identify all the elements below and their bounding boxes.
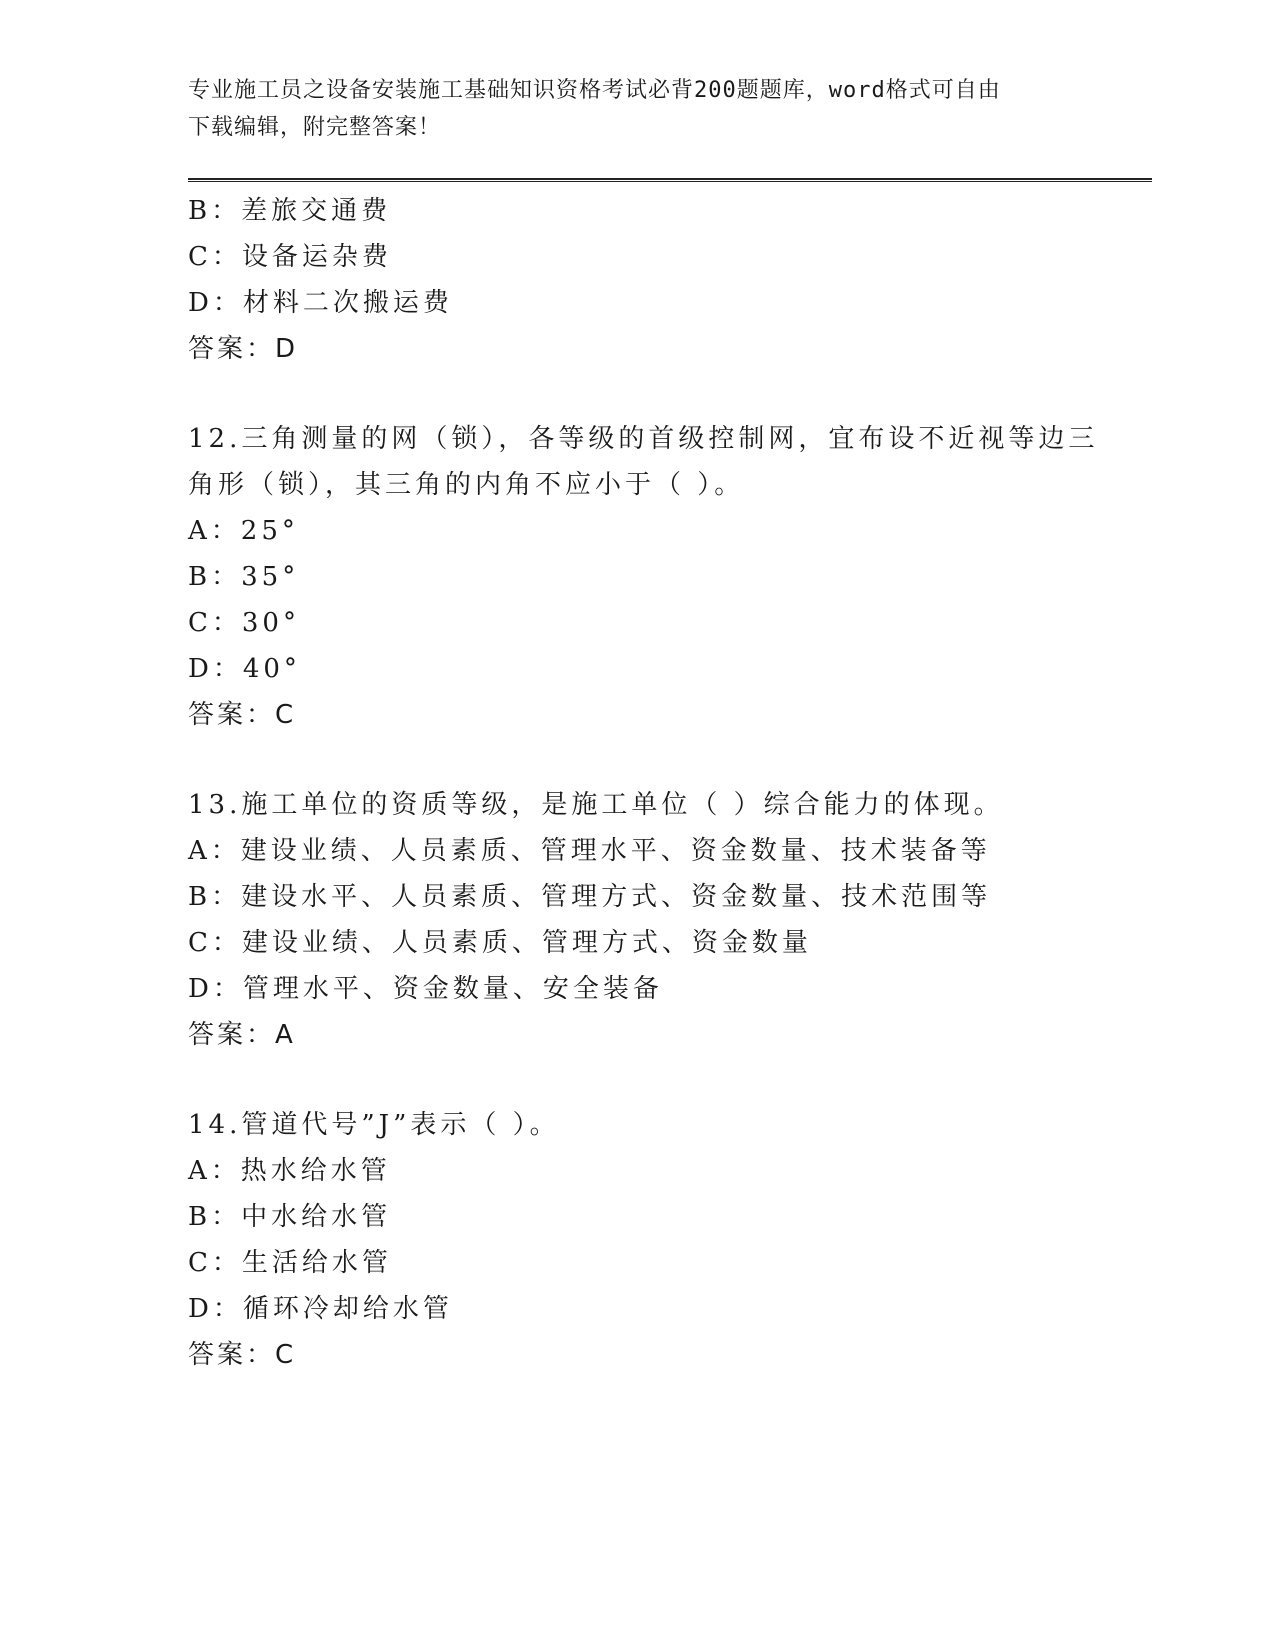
option-b: B：中水给水管 [188, 1202, 392, 1232]
question-12 [188, 416, 1099, 738]
option-b: B：差旅交通费 [188, 196, 392, 226]
option-c: C：生活给水管 [188, 1248, 392, 1278]
option-a: A：热水给水管 [188, 1156, 391, 1186]
question-13 [188, 782, 1088, 1058]
answer: 答案：A [188, 1020, 296, 1050]
option-d: D：材料二次搬运费 [188, 288, 453, 318]
option-b: B：建设水平、人员素质、管理方式、资金数量、技术范围等 [188, 882, 992, 912]
option-a: A：建设业绩、人员素质、管理水平、资金数量、技术装备等 [188, 836, 991, 866]
answer: 答案：D [188, 334, 299, 364]
document-header [188, 72, 1088, 146]
option-c: C：建设业绩、人员素质、管理方式、资金数量 [188, 928, 812, 958]
question-14 [188, 1102, 1088, 1378]
option-d: D：40° [188, 654, 301, 684]
answer: 答案：C [188, 1340, 297, 1370]
question-stem-line-2: 角形（锁），其三角的内角不应小于（ ）。 [188, 470, 745, 500]
option-d: D：管理水平、资金数量、安全装备 [188, 974, 663, 1004]
answer: 答案：C [188, 700, 297, 730]
header-line-1: 专业施工员之设备安装施工基础知识资格考试必背200题题库，word格式可自由 [188, 78, 1001, 103]
header-divider [188, 178, 1152, 182]
question-stem-line-1: 12.三角测量的网（锁），各等级的首级控制网，宜布设不近视等边三 [188, 424, 1099, 454]
option-c: C：设备运杂费 [188, 242, 392, 272]
question-11 [188, 188, 1088, 372]
question-stem: 14.管道代号”J”表示（ ）。 [188, 1110, 560, 1140]
question-list [188, 188, 1099, 1378]
option-b: B：35° [188, 562, 300, 592]
header-line-2: 下载编辑，附完整答案！ [188, 115, 442, 140]
option-c: C：30° [188, 608, 300, 638]
option-a: A：25° [188, 516, 299, 546]
question-stem: 13.施工单位的资质等级，是施工单位（ ）综合能力的体现。 [188, 790, 1004, 820]
option-d: D：循环冷却给水管 [188, 1294, 453, 1324]
